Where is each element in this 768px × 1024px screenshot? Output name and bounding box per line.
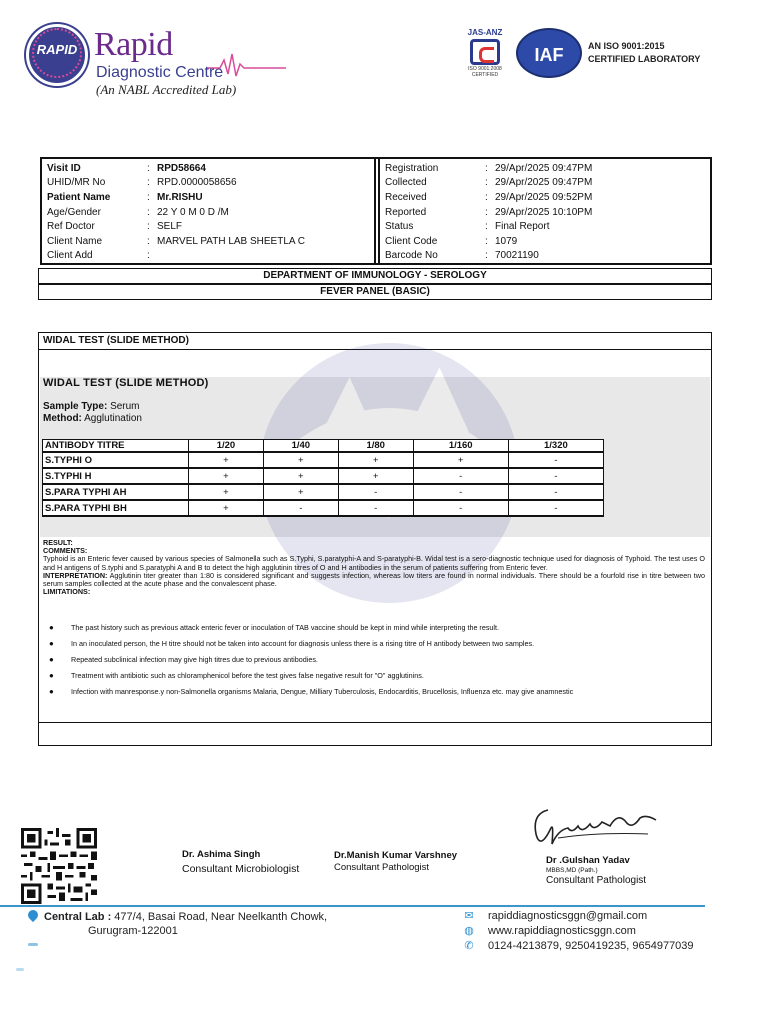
bullet-icon: ● [49, 671, 54, 680]
titre-cell: - [413, 500, 508, 516]
info-value: 1079 [495, 235, 518, 247]
address-text-1: 477/4, Basai Road, Near Neelkanth Chowk, [114, 911, 328, 923]
info-label: Client Code [385, 235, 438, 247]
iso-line-1: AN ISO 9001:2015 [588, 41, 665, 51]
column-header: 1/80 [338, 440, 413, 453]
accreditation-text: (An NABL Accredited Lab) [96, 82, 237, 97]
brand-name: Rapid [94, 26, 173, 63]
iaf-logo: IAF [516, 28, 582, 78]
info-value: MARVEL PATH LAB SHEETLA C [157, 235, 306, 247]
info-label: Received [385, 191, 427, 203]
info-label: UHID/MR No [47, 177, 106, 189]
email-icon: ✉ [464, 910, 474, 922]
test-title: WIDAL TEST (SLIDE METHOD) [43, 377, 209, 389]
globe-icon: ◍ [464, 925, 474, 937]
info-row-uhid: UHID/MR No : RPD.0000058656 [47, 176, 369, 191]
sample-method [43, 401, 142, 425]
comments-label: COMMENTS: [43, 546, 88, 556]
method-label: Method: [43, 413, 82, 424]
antibody-name: S.PARA TYPHI BH [43, 500, 189, 516]
info-row-age-gender: Age/Gender : 22 Y 0 M 0 D /M [47, 205, 369, 220]
table-header-row [43, 440, 604, 453]
signatory-pathologist-2 [546, 855, 646, 887]
limitations-label: LIMITATIONS: [43, 587, 91, 597]
info-value: 70021190 [495, 250, 539, 262]
interpretation-line [43, 572, 705, 588]
column-header: 1/20 [189, 440, 264, 453]
info-value: SELF [157, 221, 183, 233]
info-row-barcode: Barcode No : 70021190 [385, 249, 705, 264]
list-item [49, 671, 699, 680]
certification-mark-icon [470, 39, 500, 65]
interpretation-label: INTERPRETATION: [43, 570, 108, 580]
titre-cell: - [508, 468, 603, 484]
info-value: 29/Apr/2025 09:52PM [495, 191, 593, 203]
address-line-1 [28, 910, 327, 924]
titre-cell: + [338, 452, 413, 468]
list-item [49, 655, 699, 664]
info-label: Patient Name [47, 191, 111, 203]
signatory-name: Dr. Ashima Singh [182, 849, 261, 860]
info-row-client-name: Client Name : MARVEL PATH LAB SHEETLA C [47, 234, 369, 249]
result-label: RESULT: [43, 538, 73, 547]
limitation-text: In an inoculated person, the H titre should not be taken into account for diagnosis unless there is a rising titre of H antibody between two samples. [71, 639, 535, 648]
titre-cell: + [263, 452, 338, 468]
central-lab-address [28, 910, 327, 938]
column-header: 1/160 [413, 440, 508, 453]
titre-cell: - [508, 452, 603, 468]
bullet-icon: ● [49, 639, 54, 648]
qr-code-icon [20, 828, 98, 904]
antibody-name: S.TYPHI O [43, 452, 189, 468]
info-value: Mr.RISHU [157, 191, 203, 203]
footer-divider [0, 905, 705, 907]
method-value: Agglutination [84, 413, 142, 424]
decor-mark [28, 943, 38, 946]
titre-cell: + [189, 484, 264, 500]
info-label: Status [385, 221, 414, 233]
info-row-status: Status : Final Report [385, 219, 705, 234]
titre-cell: + [413, 452, 508, 468]
info-row-client-add: Client Add : [47, 250, 150, 262]
info-value: 29/Apr/2025 10:10PM [495, 206, 593, 218]
titre-cell: - [413, 468, 508, 484]
info-row-received: Received : 29/Apr/2025 09:52PM [385, 190, 705, 205]
brand-subtitle: Diagnostic Centre [96, 64, 224, 81]
result-box [38, 332, 712, 746]
column-header: 1/320 [508, 440, 603, 453]
iso-line-2: CERTIFIED LABORATORY [588, 54, 701, 64]
contact-info [462, 909, 694, 954]
table-row [43, 484, 604, 500]
titre-cell: + [189, 452, 264, 468]
limitation-text: Infection with manresponse.y non-Salmonella organisms Malaria, Dengue, Milliary Tuberculosis, Endocarditis, Brucellosis, Influenza etc. may give anamnestic [71, 687, 574, 696]
location-pin-icon [26, 908, 40, 922]
result-box-title: WIDAL TEST (SLIDE METHOD) [39, 333, 711, 350]
sample-type-label: Sample Type: [43, 401, 108, 412]
info-label: Client Name [47, 235, 103, 247]
patient-details [42, 159, 376, 263]
patient-info-box [40, 157, 712, 265]
info-value: RPD.0000058656 [157, 177, 237, 189]
info-row-client-code: Client Code : 1079 [385, 234, 705, 249]
antibody-name: S.PARA TYPHI AH [43, 484, 189, 500]
info-row-registration: Registration : 29/Apr/2025 09:47PM [385, 161, 705, 176]
phone-icon: ✆ [464, 940, 474, 952]
list-item [49, 623, 699, 632]
column-header: 1/40 [263, 440, 338, 453]
info-label: Age/Gender [47, 206, 101, 218]
titre-cell: - [338, 484, 413, 500]
titre-cell: + [263, 484, 338, 500]
divider [39, 722, 711, 723]
titre-cell: - [413, 484, 508, 500]
info-label: Ref Doctor [47, 221, 95, 233]
website-row [462, 924, 694, 939]
list-item [49, 687, 699, 696]
table-row [43, 468, 604, 484]
bullet-icon: ● [49, 687, 54, 696]
table-row [43, 500, 604, 516]
info-label: Client Add [47, 250, 93, 262]
info-row-ref-doctor: Ref Doctor : SELF [47, 219, 369, 234]
limitation-text: Repeated subclinical infection may give high titres due to previous antibodies. [71, 655, 318, 664]
iso-certification [588, 40, 700, 66]
department-header: DEPARTMENT OF IMMUNOLOGY - SEROLOGY [38, 268, 712, 284]
info-value: 22 Y 0 M 0 D /M [157, 206, 229, 218]
info-label: Registration [385, 162, 439, 174]
signatory-name: Dr.Manish Kumar Varshney [334, 850, 458, 861]
info-label: Barcode No [385, 250, 438, 262]
email-row [462, 909, 694, 924]
info-row-reported: Reported : 29/Apr/2025 10:10PM [385, 205, 705, 220]
info-label: Visit ID [47, 162, 81, 174]
sample-type-line [43, 401, 142, 413]
address-line-2: Gurugram-122001 [88, 925, 178, 937]
titre-cell: - [508, 484, 603, 500]
info-value: RPD58664 [157, 162, 206, 174]
info-value: Final Report [495, 221, 550, 233]
limitation-text: The past history such as previous attack enteric fever or inoculation of TAB vaccine should be kept in mind while interpreting the result. [71, 623, 500, 632]
info-value: 29/Apr/2025 09:47PM [495, 177, 593, 189]
interpretation-text: Agglutinin titer greater than 1:80 is considered significant and suggests infection, whereas low titers are found in normal individuals. There should be a fourfold rise in titre between two serum samples collected at the acute phase and the convalescent phase. [43, 570, 705, 589]
phone-numbers: 0124-4213879, 9250419235, 9654977039 [488, 940, 694, 952]
result-notes [43, 539, 705, 596]
titre-cell: + [189, 468, 264, 484]
signatory-title: Consultant Pathologist [334, 862, 430, 873]
info-row-visit-id: Visit ID : RPD58664 [47, 161, 369, 176]
signatory-degree: MBBS,MD (Path.) [546, 867, 598, 874]
central-lab-label: Central Lab : [44, 911, 112, 923]
signatory-title: Consultant Microbiologist [182, 863, 300, 875]
logo-badge-text: RAPID [36, 42, 78, 57]
info-value: 29/Apr/2025 09:47PM [495, 162, 593, 174]
bullet-icon: ● [49, 655, 54, 664]
info-label: Collected [385, 177, 427, 189]
website-link[interactable]: www.rapiddiagnosticsggn.com [488, 925, 636, 937]
info-row-patient-name: Patient Name : Mr.RISHU [47, 190, 369, 205]
titre-cell: + [338, 468, 413, 484]
info-row-collected: Collected : 29/Apr/2025 09:47PM [385, 176, 705, 191]
signatory-microbiologist [182, 849, 299, 875]
method-line [43, 413, 142, 425]
signature-image [528, 800, 668, 858]
limitation-text: Treatment with antibiotic such as chloramphenicol before the test gives false negative result for "O" agglutinins. [71, 671, 424, 680]
jas-cert-label: ISO 9001:2008 CERTIFIED [468, 66, 502, 78]
comments-text: Typhoid is an Enteric fever caused by various species of Salmonella such as S.Typhi, S.paratyphi-A and S-paratyphi-B. Widal test is a sero-diagnostic technique used for diagnosis of Typhoid. The test uses O and H antigens of S.typhi and S.paratyphi A and B to detect the high agglutinin titres of O and H antibodies in the serum of patients suffering from Enteric fever. [43, 554, 705, 572]
decor-mark [16, 968, 24, 971]
widal-titre-table [42, 439, 604, 517]
titre-cell: - [338, 500, 413, 516]
titre-cell: - [508, 500, 603, 516]
info-label: Reported [385, 206, 427, 218]
jas-anz-label: JAS-ANZ [467, 28, 503, 37]
signatory-title: Consultant Pathologist [546, 875, 647, 886]
table-row [43, 452, 604, 468]
email-link[interactable]: rapiddiagnosticsggn@gmail.com [488, 910, 648, 922]
limitations-list [49, 623, 699, 703]
jas-anz-logo [460, 28, 510, 84]
report-details [378, 159, 710, 263]
titre-cell: - [263, 500, 338, 516]
signatory-name: Dr .Gulshan Yadav [546, 855, 630, 866]
titre-cell: + [189, 500, 264, 516]
antibody-name: S.TYPHI H [43, 468, 189, 484]
list-item [49, 639, 699, 648]
signatory-pathologist-1 [334, 850, 457, 874]
column-header: ANTIBODY TITRE [43, 440, 189, 453]
bullet-icon: ● [49, 623, 54, 632]
lab-logo [26, 22, 276, 98]
certifications [460, 28, 750, 90]
titre-cell: + [263, 468, 338, 484]
panel-header: FEVER PANEL (BASIC) [38, 284, 712, 300]
sample-type-value: Serum [110, 401, 140, 412]
phone-row [462, 939, 694, 954]
